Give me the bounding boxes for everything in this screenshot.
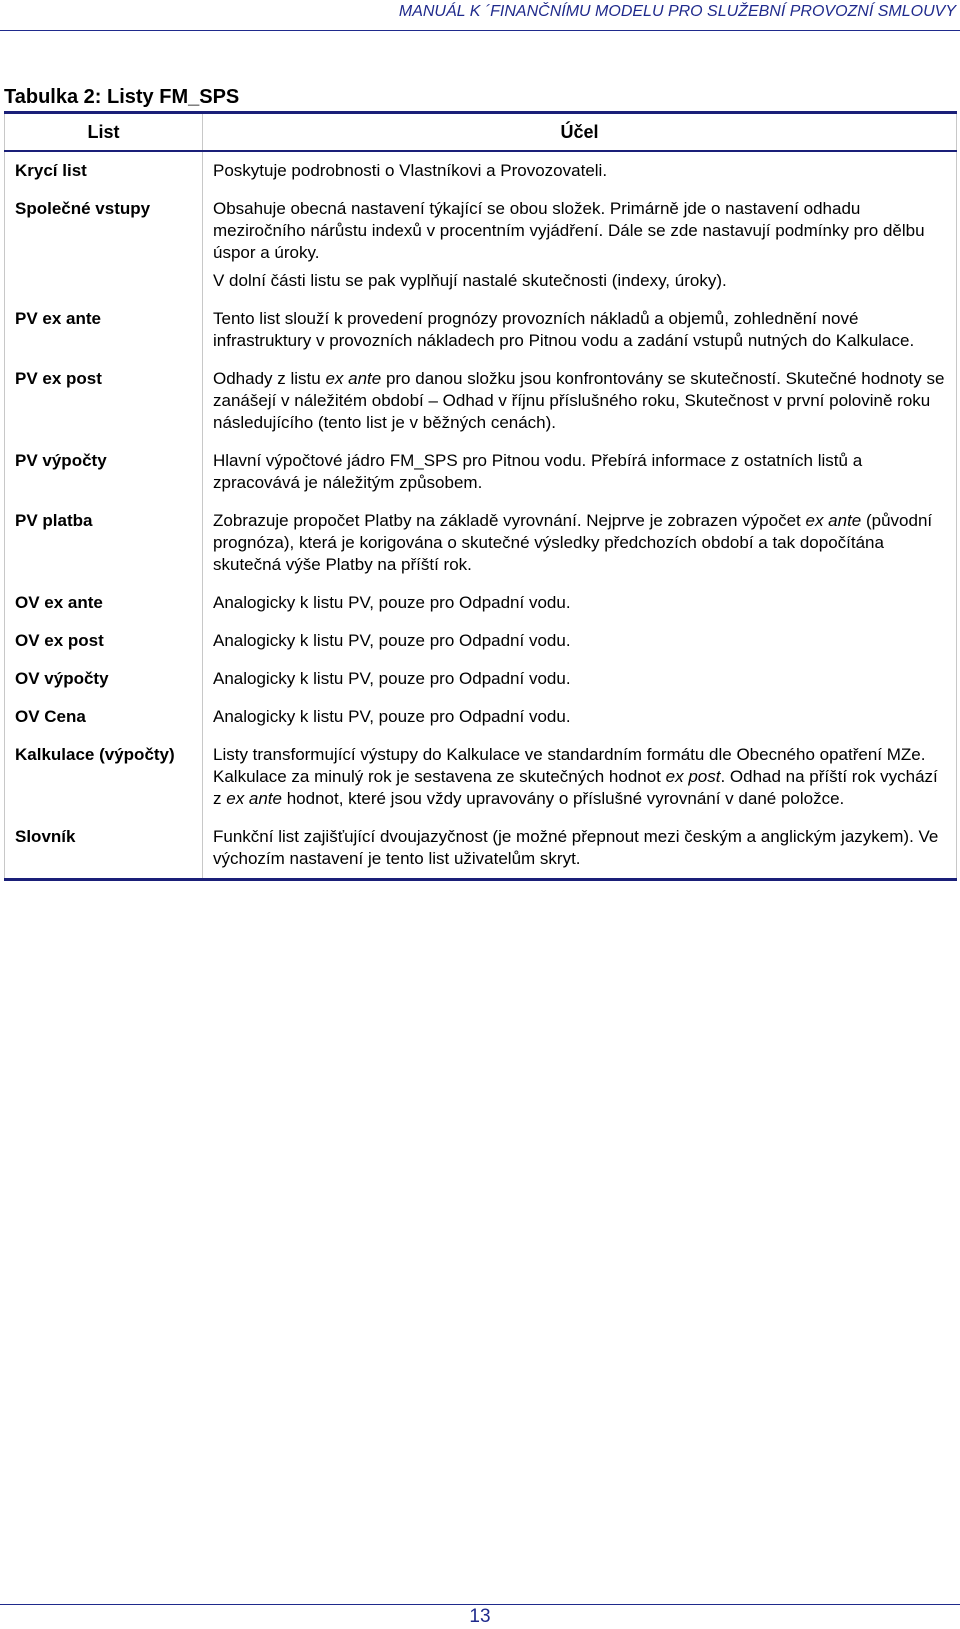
sheet-name: Slovník [5,818,203,880]
purpose-text [213,510,946,576]
table-row [5,736,957,818]
sheet-purpose [203,698,957,736]
table-row [5,622,957,660]
purpose-text-part: pro danou složku jsou konfrontovány se skutečností. Skutečné hodnoty se zanášejí v náležitém období – Odhad v říjnu příslušného roku, Skutečnost v první polovině roku následujícího (tento list je v běžných cenách). [213,369,945,432]
table-row [5,698,957,736]
sheet-purpose [203,360,957,442]
page-number: 13 [469,1606,491,1627]
purpose-text-part: Listy transformující výstupy do Kalkulace ve standardním formátu dle Obecného opatření MZe. Kalkulace za minulý rok je sestavena ze skutečných hodnot [213,745,926,786]
purpose-text [213,368,946,434]
purpose-text: Analogicky k listu PV, pouze pro Odpadní vodu. [213,631,571,650]
purpose-text: Hlavní výpočtové jádro FM_SPS pro Pitnou vodu. Přebírá informace z ostatních listů a zpracovává je náležitým způsobem. [213,451,863,492]
purpose-text-italic: ex ante [226,789,282,808]
purpose-text-part: (původní prognóza), která je korigována o skutečné výsledky předchozích období a tak dopočítána skutečná výše Platby na příští rok. [213,511,933,574]
sheet-name: Kalkulace (výpočty) [5,736,203,818]
table-row [5,818,957,880]
column-header-list: List [5,113,203,152]
sheet-purpose [203,442,957,502]
sheet-purpose [203,300,957,360]
table-header-row [5,113,957,152]
sheet-name: PV ex ante [5,300,203,360]
sheet-purpose [203,736,957,818]
table-row [5,584,957,622]
purpose-text [213,744,946,810]
sheet-purpose [203,151,957,190]
sheet-name: PV výpočty [5,442,203,502]
table-row [5,151,957,190]
purpose-text-italic: ex ante [325,369,382,388]
sheets-table-wrapper [4,111,956,881]
purpose-text-part: Zobrazuje propočet Platby na základě vyrovnání. Nejprve je zobrazen výpočet [213,511,806,530]
table-row [5,442,957,502]
sheet-name: OV ex post [5,622,203,660]
purpose-text-italic: ex post [665,767,721,786]
sheet-name: OV ex ante [5,584,203,622]
purpose-text: Poskytuje podrobnosti o Vlastníkovi a Provozovateli. [213,161,608,180]
sheet-purpose [203,502,957,584]
sheet-purpose [203,818,957,880]
table-row [5,190,957,300]
running-header: MANUÁL K ´FINANČNÍMU MODELU PRO SLUŽEBNÍ PROVOZNÍ SMLOUVY [398,3,956,20]
sheet-name: OV Cena [5,698,203,736]
sheet-purpose [203,584,957,622]
purpose-text: Funkční list zajišťující dvoujazyčnost (je možné přepnout mezi českým a anglickým jazykem). Ve výchozím nastavení je tento list uživatelům skryt. [213,827,939,868]
purpose-text-part: hodnot, které jsou vždy upravovány o příslušné vyrovnání v dané položce. [282,789,845,808]
purpose-text: Tento list slouží k provedení prognózy provozních nákladů a objemů, zohlednění nové infrastruktury v provozních nákladech pro Pitnou vodu a zadání vstupů nutných do Kalkulace. [213,309,915,350]
footer-divider [0,1604,960,1605]
purpose-text-part: Odhady z listu [213,369,326,388]
sheet-name: PV ex post [5,360,203,442]
purpose-text: Analogicky k listu PV, pouze pro Odpadní vodu. [213,707,571,726]
sheet-purpose [203,622,957,660]
purpose-text-part: . Odhad na příští rok vychází z [213,767,938,808]
table-caption: Tabulka 2: Listy FM_SPS [4,86,240,108]
sheet-name: Krycí list [5,151,203,190]
purpose-text: Obsahuje obecná nastavení týkající se obou složek. Primárně jde o nastavení odhadu meziročního nárůstu indexů v procentním vyjádření. Dále se zde nastavují podmínky pro dělbu úspor a úroky. [213,199,925,262]
purpose-text: Analogicky k listu PV, pouze pro Odpadní vodu. [213,593,571,612]
column-header-purpose: Účel [203,113,957,152]
sheet-name: OV výpočty [5,660,203,698]
purpose-text: Analogicky k listu PV, pouze pro Odpadní vodu. [213,669,571,688]
purpose-text-italic: ex ante [805,511,862,530]
sheet-purpose [203,190,957,300]
table-row [5,660,957,698]
sheet-name: Společné vstupy [5,190,203,300]
table-row [5,360,957,442]
sheets-table [4,111,957,881]
table-row [5,300,957,360]
purpose-text: V dolní části listu se pak vyplňují nastalé skutečnosti (indexy, úroky). [213,271,727,290]
sheet-name: PV platba [5,502,203,584]
sheet-purpose [203,660,957,698]
header-divider [0,30,960,31]
table-row [5,502,957,584]
